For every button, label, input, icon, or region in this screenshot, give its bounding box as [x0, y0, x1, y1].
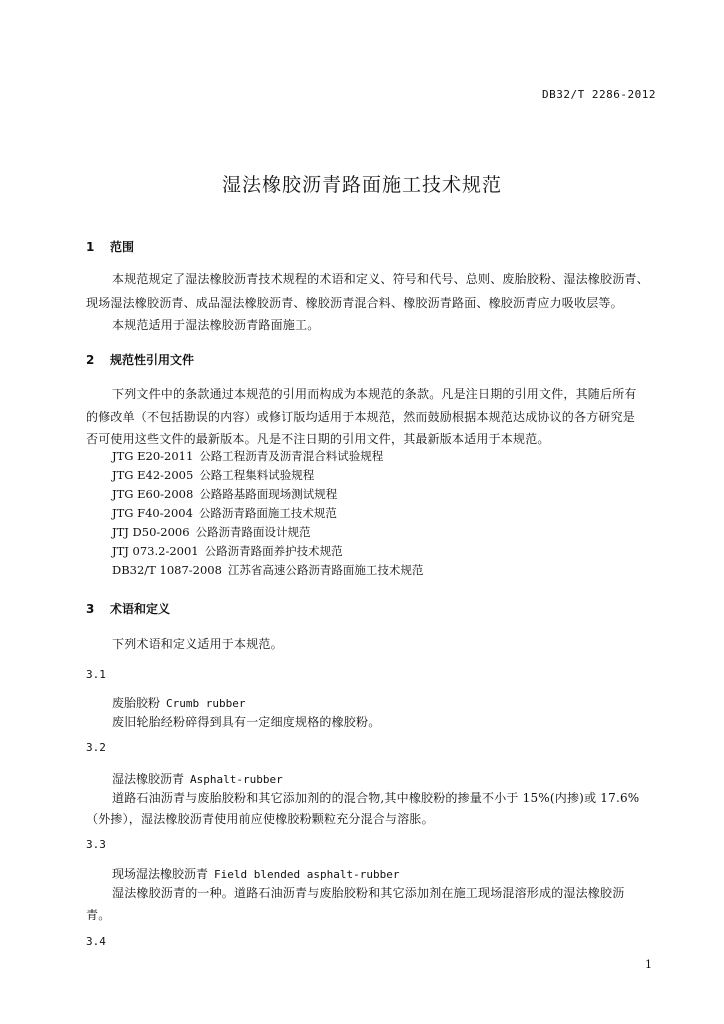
section-number: 3: [86, 602, 95, 616]
reference-title: 公路工程集料试验规程: [199, 468, 315, 482]
reference-title: 公路沥青路面养护技术规范: [204, 544, 343, 558]
paragraph-line: 下列术语和定义适用于本规范。: [112, 637, 283, 651]
reference-title: 公路工程沥青及沥青混合料试验规程: [199, 449, 384, 463]
paragraph-line: 的修改单（不包括勘误的内容）或修订版均适用于本规范，然而鼓励根据本规范达成协议的各方研究是: [86, 410, 636, 424]
term-name-en: Crumb rubber: [166, 697, 246, 710]
reference-code: JTG F40-2004: [112, 506, 193, 520]
reference-item: [112, 486, 337, 502]
reference-item: [112, 524, 311, 540]
term-definition: 道路石油沥青与废胎胶粉和其它添加剂的的混合物,其中橡胶粉的掺量不小于 15%(内掺)或 17.6%: [112, 791, 640, 805]
reference-title: 公路沥青路面施工技术规范: [198, 506, 337, 520]
reference-code: JTG E60-2008: [112, 487, 194, 501]
subsection-number: 3.2: [86, 741, 106, 754]
reference-code: DB32/T 1087-2008: [112, 563, 222, 577]
reference-title: 公路沥青路面设计规范: [195, 525, 311, 539]
term-heading: [112, 865, 399, 882]
reference-item: [112, 448, 383, 464]
reference-item: [112, 562, 423, 578]
section-3-heading: [86, 600, 170, 617]
reference-item: [112, 543, 343, 559]
term-name-zh: 现场湿法橡胶沥青: [112, 867, 209, 881]
subsection-number: 3.3: [86, 838, 106, 851]
section-number: 2: [86, 353, 95, 367]
term-name-zh: 废胎胶粉: [112, 696, 161, 710]
paragraph-line: 本规范规定了湿法橡胶沥青技术规程的术语和定义、符号和代号、总则、废胎胶粉、湿法橡胶沥青、: [112, 272, 649, 286]
standard-code: DB32/T 2286-2012: [542, 88, 656, 101]
term-name-en: Asphalt-rubber: [190, 773, 283, 786]
reference-code: JTG E42-2005: [112, 468, 194, 482]
section-number: 1: [86, 240, 95, 254]
section-title: 范围: [110, 240, 135, 254]
term-name-zh: 湿法橡胶沥青: [112, 772, 185, 786]
reference-item: [112, 505, 337, 521]
paragraph-line: 本规范适用于湿法橡胶沥青路面施工。: [112, 318, 320, 332]
paragraph-line: 下列文件中的条款通过本规范的引用而构成为本规范的条款。凡是注日期的引用文件，其随后所有: [112, 387, 637, 401]
term-name-en: Field blended asphalt-rubber: [214, 868, 400, 881]
reference-item: [112, 467, 314, 483]
page-number: 1: [645, 958, 652, 971]
section-title: 规范性引用文件: [110, 353, 195, 367]
reference-code: JTJ 073.2-2001: [112, 544, 199, 558]
document-title: 湿法橡胶沥青路面施工技术规范: [221, 174, 502, 196]
section-2-heading: [86, 351, 194, 368]
term-heading: [112, 694, 246, 711]
term-heading: [112, 770, 283, 787]
term-definition: （外掺），湿法橡胶沥青使用前应使橡胶粉颗粒充分混合与溶胀。: [86, 812, 434, 826]
term-definition: 青。: [86, 908, 111, 922]
paragraph-line: 否可使用这些文件的最新版本。凡是不注日期的引用文件，其最新版本适用于本规范。: [86, 432, 550, 446]
subsection-number: 3.4: [86, 935, 106, 948]
term-definition: 废旧轮胎经粉碎得到具有一定细度规格的橡胶粉。: [112, 715, 381, 729]
section-1-heading: [86, 238, 134, 255]
reference-title: 江苏省高速公路沥青路面施工技术规范: [227, 563, 424, 577]
reference-title: 公路路基路面现场测试规程: [199, 487, 338, 501]
section-title: 术语和定义: [110, 602, 171, 616]
reference-code: JTJ D50-2006: [112, 525, 190, 539]
subsection-number: 3.1: [86, 668, 106, 681]
term-definition: 湿法橡胶沥青的一种。道路石油沥青与废胎胶粉和其它添加剂在施工现场混溶形成的湿法橡胶沥: [112, 886, 625, 900]
paragraph-line: 现场湿法橡胶沥青、成品湿法橡胶沥青、橡胶沥青混合料、橡胶沥青路面、橡胶沥青应力吸收层等。: [86, 296, 623, 310]
reference-code: JTG E20-2011: [112, 449, 194, 463]
